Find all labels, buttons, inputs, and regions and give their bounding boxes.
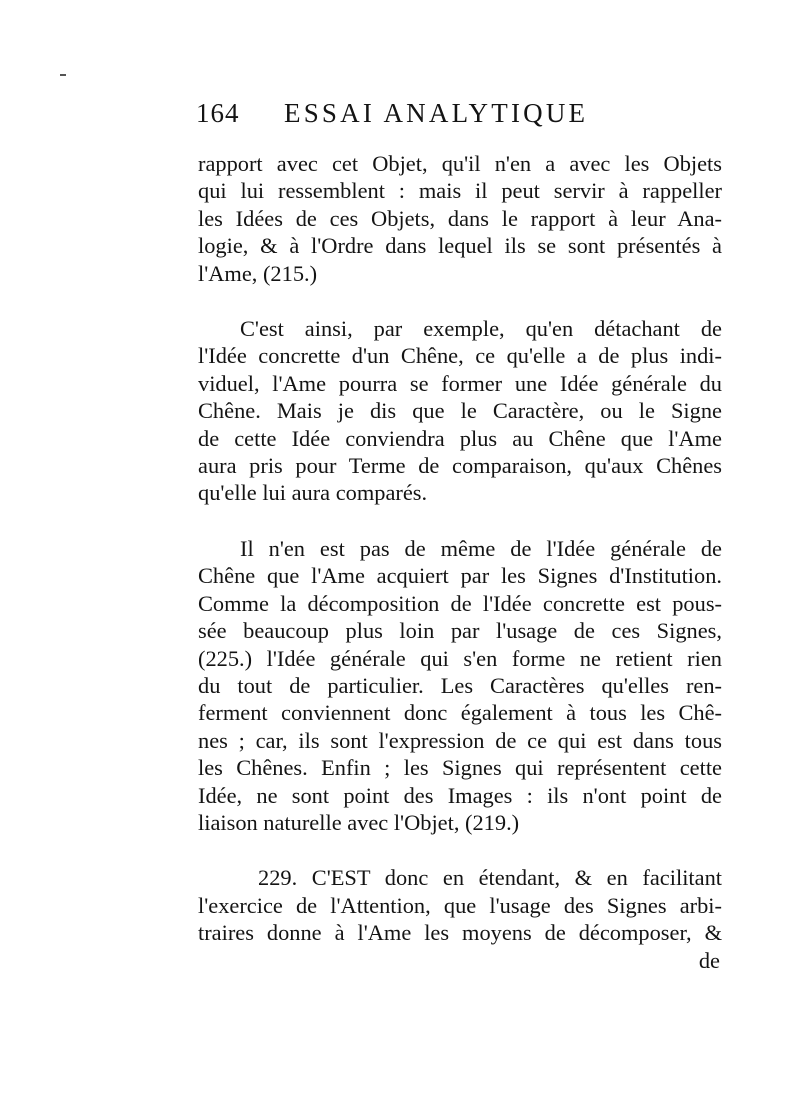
text-line: rapport avec cet Objet, qu'il n'en a avec les Objets xyxy=(198,151,722,176)
page-number: 164 xyxy=(196,98,240,128)
text-line: logie, & à l'Ordre dans lequel ils se sont présentés à xyxy=(198,233,722,259)
text-line: les Idées de ces Objets, dans le rapport à leur Ana- xyxy=(198,205,722,231)
body-text xyxy=(198,150,722,974)
text-line: ferment conviennent donc également à tous les Chê- xyxy=(198,700,722,726)
paragraph-1 xyxy=(198,150,722,287)
text-line: de cette Idée conviendra plus au Chêne que l'Ame xyxy=(198,425,722,451)
paragraph-2 xyxy=(198,315,722,507)
paragraph-4 xyxy=(198,864,722,946)
running-title: ESSAI ANALYTIQUE xyxy=(284,98,589,128)
catchword: de xyxy=(698,947,720,973)
text-line: qui lui ressemblent : mais il peut servir à rappeller xyxy=(198,178,722,204)
text-line: nes ; car, ils sont l'expression de ce qui est dans tous xyxy=(198,727,722,753)
text-line: les Chênes. Enfin ; les Signes qui représentent cette xyxy=(198,755,722,781)
text-line: aura pris pour Terme de comparaison, qu'aux Chênes xyxy=(198,453,722,479)
text-line: 229. C'EST donc en étendant, & en facilitant xyxy=(258,865,722,891)
text-line: liaison naturelle avec l'Objet, (219.) xyxy=(198,809,520,835)
text-line: Idée, ne sont point des Images : ils n'ont point de xyxy=(198,782,722,808)
scan-mark xyxy=(60,74,66,76)
text-line: qu'elle lui aura comparés. xyxy=(198,480,428,506)
text-line: du tout de particulier. Les Caractères qu'elles ren- xyxy=(198,672,722,698)
text-line: Chêne. Mais je dis que le Caractère, ou le Signe xyxy=(198,398,722,424)
text-line: sée beaucoup plus loin par l'usage de ces Signes, xyxy=(198,618,722,644)
paragraph-3 xyxy=(198,535,722,836)
text-line: (225.) l'Idée générale qui s'en forme ne retient rien xyxy=(198,645,722,671)
text-line: viduel, l'Ame pourra se former une Idée générale du xyxy=(198,370,722,396)
text-line: Chêne que l'Ame acquiert par les Signes d'Institution. xyxy=(198,563,722,589)
text-line: traires donne à l'Ame les moyens de décomposer, & xyxy=(198,920,722,946)
text-line: Comme la décomposition de l'Idée concrette est pous- xyxy=(198,590,722,616)
text-line: l'Idée concrette d'un Chêne, ce qu'elle a de plus indi- xyxy=(198,343,722,369)
page-header xyxy=(196,98,722,134)
text-line: C'est ainsi, par exemple, qu'en détachant de xyxy=(240,316,722,342)
text-line: Il n'en est pas de même de l'Idée générale de xyxy=(240,535,722,561)
text-line: l'exercice de l'Attention, que l'usage des Signes arbi- xyxy=(198,892,722,918)
text-line: l'Ame, (215.) xyxy=(198,260,318,286)
